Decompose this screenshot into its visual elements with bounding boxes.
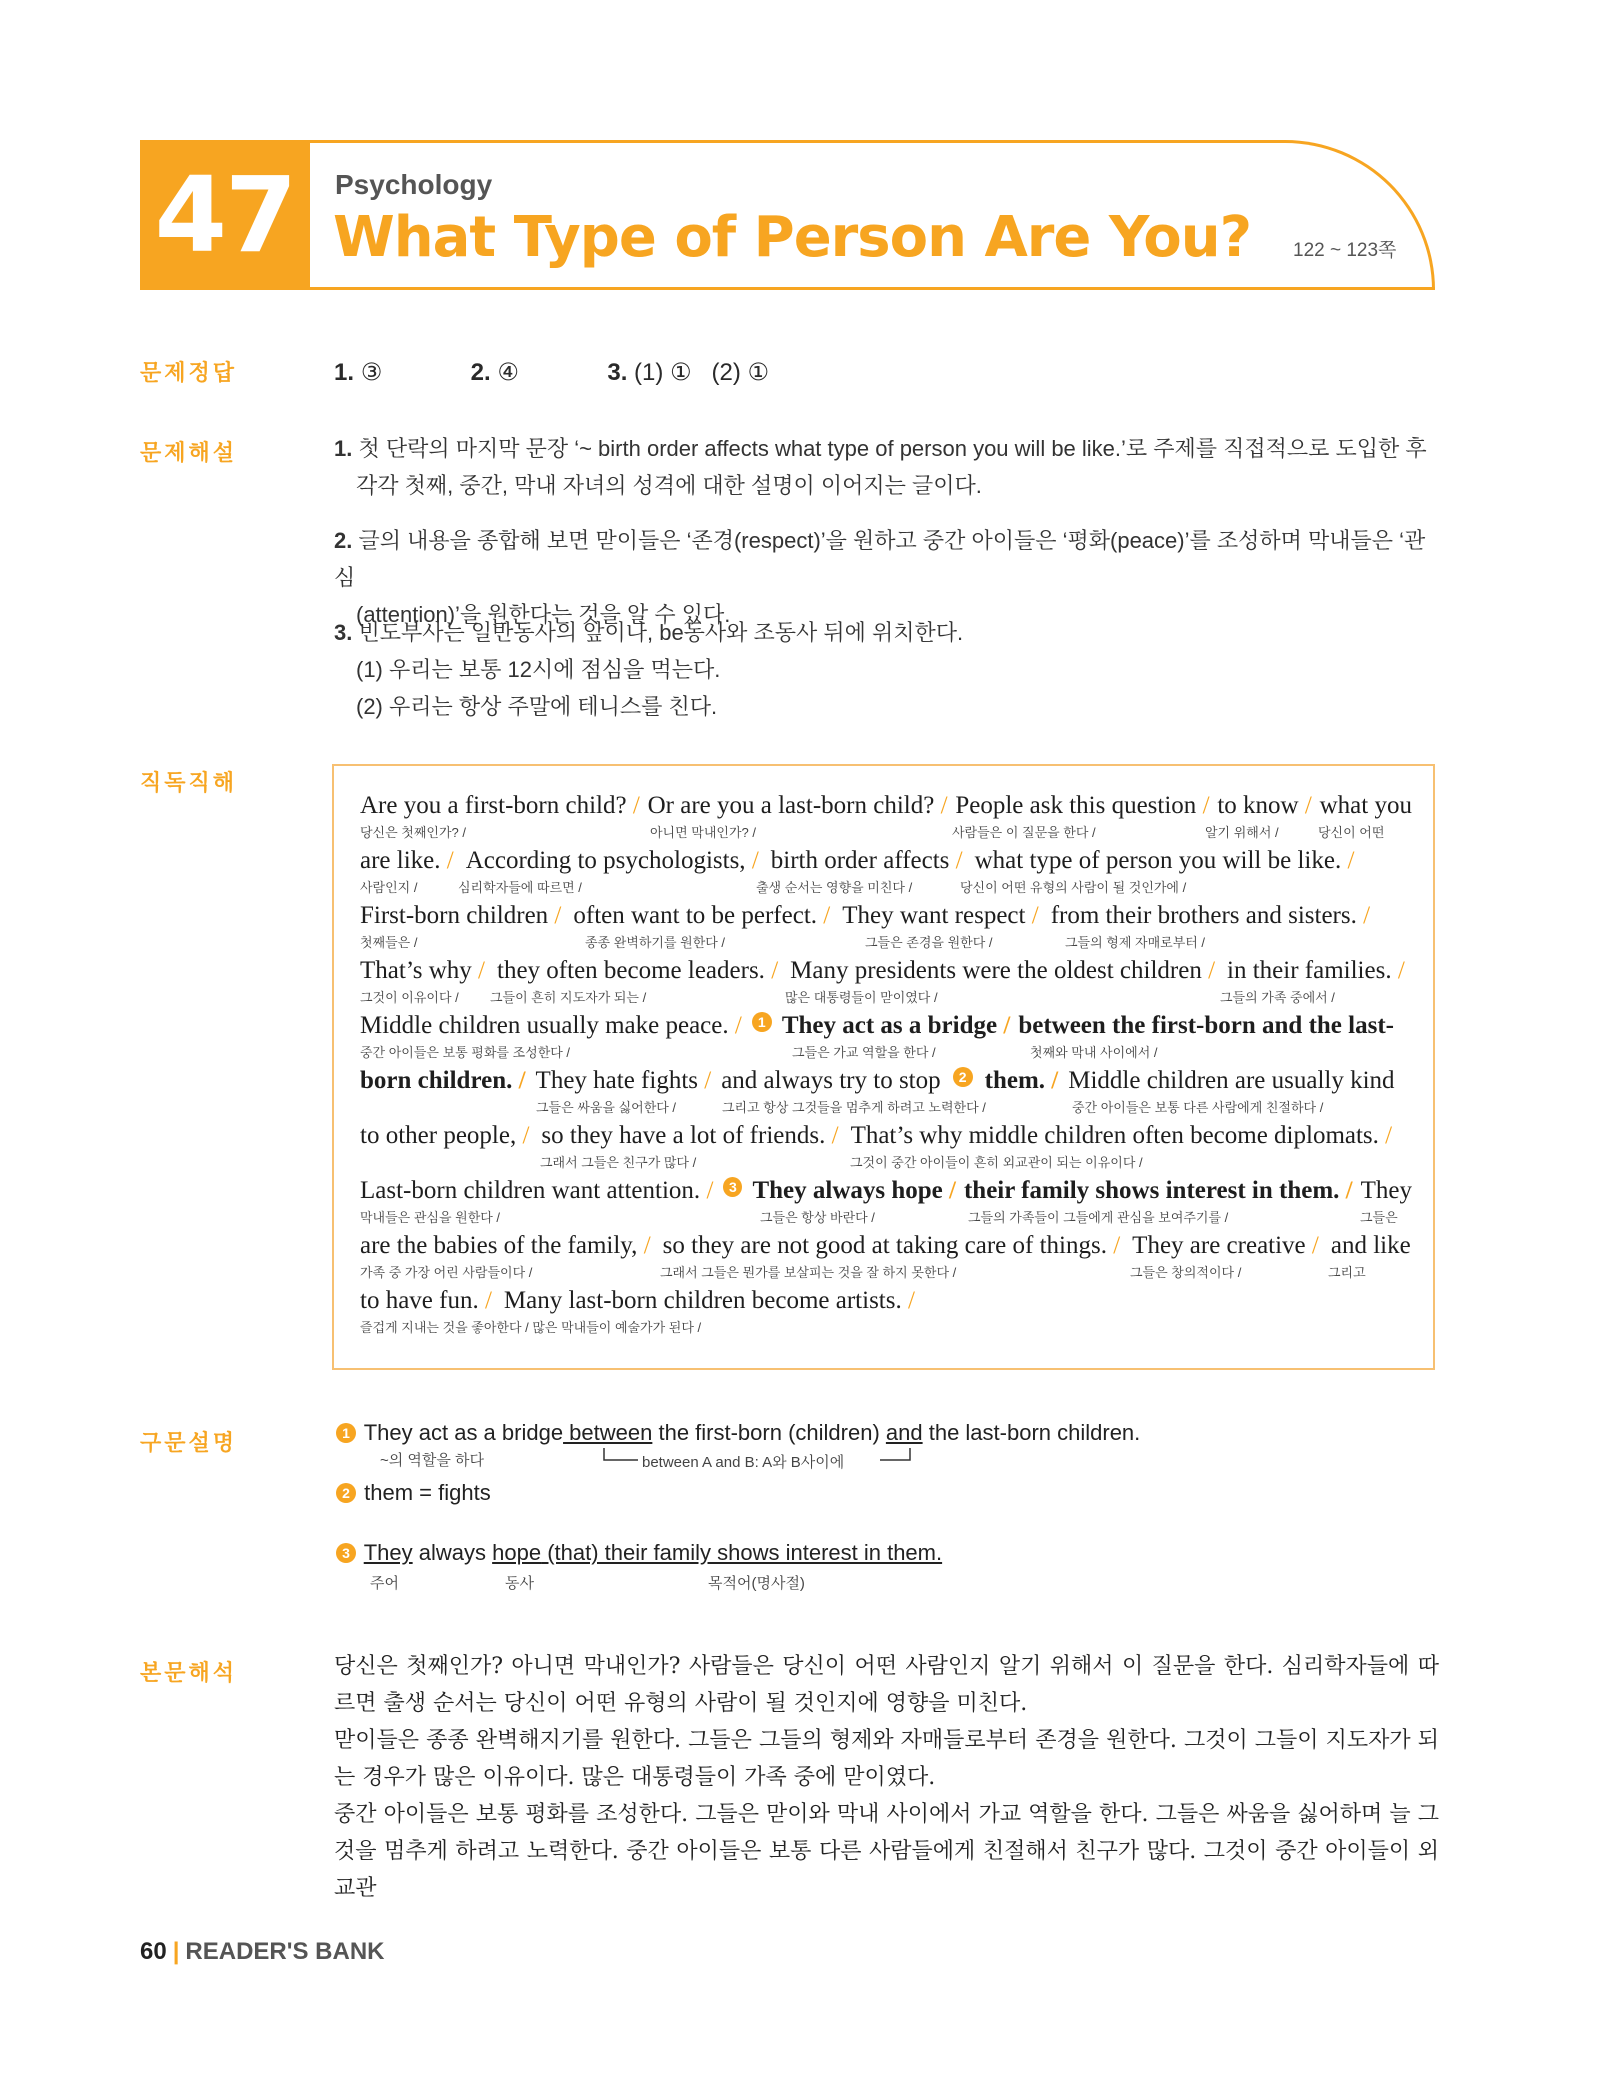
passage-line-4: That’s why / they often become leaders. / Many presidents were the oldest children / in their families. / 그것이 이유이다 / 그들이 흔히 지도자가 되는 / 많은 대통령들이 맏이였다 / 그들의 가족 중에서 / — [360, 957, 1405, 1005]
phrase-separator: / — [1363, 902, 1371, 929]
phrase-separator: / — [949, 1177, 956, 1204]
phrase-separator: / — [940, 792, 948, 819]
translation-paragraph-1: 당신은 첫째인가? 아니면 막내인가? 사람들은 당신이 어떤 사람인지 알기 위해서 이 질문을 한다. 심리학자들에 따르면 출생 순서는 당신이 어떤 유형의 사람이 될 것인지에 영향을 미친다. — [334, 1654, 1439, 1716]
phrase-separator: / — [478, 957, 485, 984]
phrase-separator: / — [706, 1177, 714, 1204]
phrase-separator: / — [823, 902, 831, 929]
phrase-separator: / — [518, 1067, 526, 1094]
phrase-separator: / — [632, 792, 640, 819]
answer-2: 2. ④ — [470, 359, 519, 386]
phrase-separator: / — [1345, 1177, 1353, 1204]
marker-2-icon: 2 — [336, 1483, 356, 1503]
label-translation: 본문해석 — [140, 1660, 238, 1685]
label-direct-reading: 직독직해 — [140, 770, 238, 795]
translation-text — [334, 1648, 1439, 1907]
phrase-separator: / — [1031, 902, 1039, 929]
phrase-separator: / — [1304, 792, 1312, 819]
phrase-separator: / — [771, 957, 779, 984]
chapter-number: 47 — [140, 140, 310, 290]
phrase-separator: / — [1397, 957, 1405, 984]
answer-3: 3. (1) ① (2) ① — [607, 359, 770, 386]
phrase-separator: / — [831, 1122, 839, 1149]
phrase-separator: / — [751, 847, 759, 874]
grammar-sentence-1: 1 They act as a bridge between the first-born (children) and the last-born children. — [334, 1420, 1140, 1446]
grammar-note-subject: 주어 — [370, 1575, 399, 1592]
explanation-3: 3. 빈도부사는 일반동사의 앞이나, be동사와 조동사 뒤에 위치한다. (1) 우리는 보통 12시에 점심을 먹는다. (2) 우리는 항상 주말에 테니스를 친다. — [334, 620, 964, 719]
phrase-separator: / — [1003, 1012, 1011, 1039]
translation-paragraph-3: 중간 아이들은 보통 평화를 조성한다. 그들은 맏이와 막내 사이에서 가교 역할을 한다. 그들은 싸움을 싫어하며 늘 그것을 멈추게 하려고 노력한다. 중간 아이들은 보통 다른 사람들에게 친절해서 친구가 많다. 그것이 중간 아이들이 외교관 — [334, 1802, 1439, 1901]
phrase-separator: / — [1385, 1122, 1393, 1149]
phrase-separator: / — [704, 1067, 712, 1094]
phrase-separator: / — [522, 1122, 530, 1149]
book-title: READER'S BANK — [185, 1938, 385, 1965]
label-explanation: 문제해설 — [140, 440, 238, 465]
grammar-note-act-as: ~의 역할을 하다 — [380, 1452, 485, 1469]
grammar-sentence-3: 3 They always hope (that) their family shows interest in them. — [334, 1540, 942, 1566]
passage-line-8: Last-born children want attention. / 3 They always hope / their family shows interest in them. / They 막내들은 관심을 원한다 / 그들은 항상 바란다 / 그들의 가족들이 그들에게 관심을 보여주기를 / 그들은 — [360, 1177, 1412, 1225]
phrase-separator: / — [643, 1232, 651, 1259]
page-range: 122 ~ 123쪽 — [1293, 240, 1397, 261]
marker-3-icon: 3 — [336, 1543, 356, 1563]
answers-row — [334, 358, 769, 387]
chapter-category: Psychology — [335, 169, 493, 200]
passage-line-1: Are you a first-born child? / Or are you a last-born child? / People ask this question / to know / what you 당신은 첫째인가? / 아니면 막내인가? / 사람들은 이 질문을 한다 / 알기 위해서 / 당신이 어떤 — [360, 792, 1412, 840]
explanation-1: 1. 첫 단락의 마지막 문장 ‘~ birth order affects what type of person you will be like.’로 주제를 직접적으로 도입한 후 각각 첫째, 중간, 막내 자녀의 성격에 대한 설명이 이어지는 글이다. — [334, 436, 1427, 498]
phrase-separator: / — [1202, 792, 1210, 819]
page-number: 60 — [140, 1938, 167, 1965]
marker-1-icon: 1 — [752, 1012, 772, 1032]
page-footer — [140, 1938, 384, 1966]
footer-divider: | — [172, 1938, 180, 1965]
phrase-separator: / — [907, 1287, 915, 1314]
label-grammar: 구문설명 — [140, 1430, 238, 1455]
phrase-separator: / — [955, 847, 963, 874]
phrase-separator: / — [1051, 1067, 1059, 1094]
chapter-title: What Type of Person Are You? — [333, 205, 1252, 270]
explanation-2: 2. 글의 내용을 종합해 보면 맏이들은 ‘존경(respect)’을 원하고 중간 아이들은 ‘평화(peace)’를 조성하며 막내들은 ‘관심 (attention)’을 원한다는 것을 알 수 있다. — [334, 528, 1426, 627]
phrase-separator: / — [1311, 1232, 1319, 1259]
phrase-separator: / — [734, 1012, 742, 1039]
phrase-separator: / — [484, 1287, 492, 1314]
passage-box — [332, 764, 1435, 1370]
grammar-note-verb: 동사 — [505, 1575, 534, 1592]
marker-2-icon: 2 — [953, 1067, 973, 1087]
phrase-separator: / — [1208, 957, 1216, 984]
phrase-separator: / — [446, 847, 454, 874]
passage-line-9: are the babies of the family, / so they are not good at taking care of things. / They are creative / and like 가족 중 가장 어린 사람들이다 / 그래서 그들은 뭔가를 보살피는 것을 잘 하지 못한다 / 그들은 창의적이다 / 그리고 — [360, 1232, 1411, 1280]
chapter-header — [140, 140, 1435, 290]
passage-line-6: born children. / They hate fights / and always try to stop 2 them. / Middle children are usually kind 그들은 싸움을 싫어한다 / 그리고 항상 그것들을 멈추게 하려고 노력한다 / 중간 아이들은 보통 다른 사람에게 친절하다 / — [360, 1067, 1395, 1115]
passage-line-7: to other people, / so they have a lot of friends. / That’s why middle children often become diplomats. / 그래서 그들은 친구가 많다 / 그것이 중간 아이들이 흔히 외교관이 되는 이유이다 / — [360, 1122, 1393, 1170]
marker-1-icon: 1 — [336, 1423, 356, 1443]
passage-line-5: Middle children usually make peace. / 1 They act as a bridge / between the first-born and the last- 중간 아이들은 보통 평화를 조성한다 / 그들은 가교 역할을 한다 / 첫째와 막내 사이에서 / — [360, 1012, 1394, 1060]
passage-line-3: First-born children / often want to be perfect. / They want respect / from their brothers and sisters. / 첫째들은 / 종종 완벽하기를 원한다 / 그들은 존경을 원한다 / 그들의 형제 자매로부터 / — [360, 902, 1371, 950]
passage-line-10: to have fun. / Many last-born children become artists. / 즐겁게 지내는 것을 좋아한다 / 많은 막내들이 예술가가 된다 / — [360, 1287, 915, 1335]
passage-line-2: are like. / According to psychologists, / birth order affects / what type of person you will be like. / 사람인지 / 심리학자들에 따르면 / 출생 순서는 영향을 미친다 / 당신이 어떤 유형의 사람이 될 것인가에 / — [360, 847, 1355, 895]
phrase-separator: / — [1113, 1232, 1121, 1259]
grammar-sentence-2: 2 them = fights — [334, 1480, 491, 1506]
phrase-separator: / — [1347, 847, 1355, 874]
grammar-note-between: between A and B: A와 B사이에 — [642, 1454, 845, 1471]
phrase-separator: / — [554, 902, 562, 929]
label-answers: 문제정답 — [140, 360, 238, 385]
translation-paragraph-2: 맏이들은 종종 완벽해지기를 원한다. 그들은 그들의 형제와 자매들로부터 존경을 원한다. 그것이 그들이 지도자가 되는 경우가 많은 이유이다. 많은 대통령들이 가족 중에 맏이였다. — [334, 1728, 1439, 1790]
answer-1: 1. ③ — [334, 359, 383, 386]
marker-3-icon: 3 — [723, 1177, 742, 1197]
grammar-note-object: 목적어(명사절) — [708, 1575, 805, 1592]
